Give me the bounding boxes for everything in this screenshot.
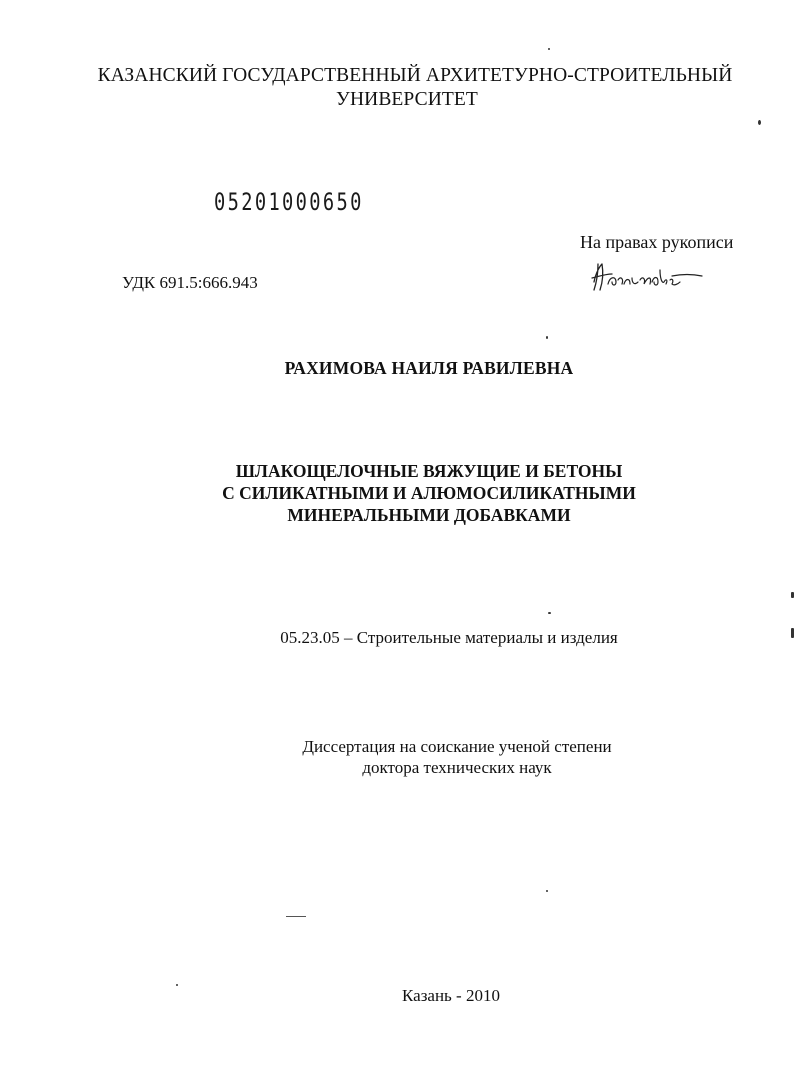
place-and-year: Казань - 2010 [402,986,500,1005]
dissertation-title-line3: МИНЕРАЛЬНЫМИ ДОБАВКАМИ [287,505,571,525]
scan-speck [546,336,548,339]
dissertation-title-line2: С СИЛИКАТНЫМИ И АЛЮМОСИЛИКАТНЫМИ [222,483,636,503]
manuscript-rights-label: На правах рукописи [580,232,734,252]
dissertation-title [0,460,798,526]
specialty-code: 05.23.05 – Строительные материалы и изделия [280,628,618,647]
author-name: РАХИМОВА НАИЛЯ РАВИЛЕВНА [284,358,574,378]
udk-code: УДК 691.5:666.943 [122,273,258,292]
degree-statement-line1: Диссертация на соискание ученой степени [302,737,612,756]
university-name [0,64,798,112]
degree-statement [0,736,798,778]
scan-speck [548,612,551,614]
scan-speck [546,890,548,892]
scan-speck [791,628,794,638]
handwritten-signature [586,254,706,298]
degree-statement-line2: доктора технических наук [362,758,552,777]
scan-speck [548,48,550,50]
dissertation-title-line1: ШЛАКОЩЕЛОЧНЫЕ ВЯЖУЩИЕ И БЕТОНЫ [235,461,623,481]
university-name-line2: УНИВЕРСИТЕТ [336,89,478,110]
university-name-line1: КАЗАНСКИЙ ГОСУДАРСТВЕННЫЙ АРХИТЕТУРНО-СТРОИТЕЛЬНЫЙ [97,65,733,86]
scan-speck [791,592,794,598]
scan-mark [286,916,306,917]
registry-number-stamp: 05201000650 [214,188,364,216]
scan-speck [176,984,178,986]
scan-speck [758,120,761,125]
